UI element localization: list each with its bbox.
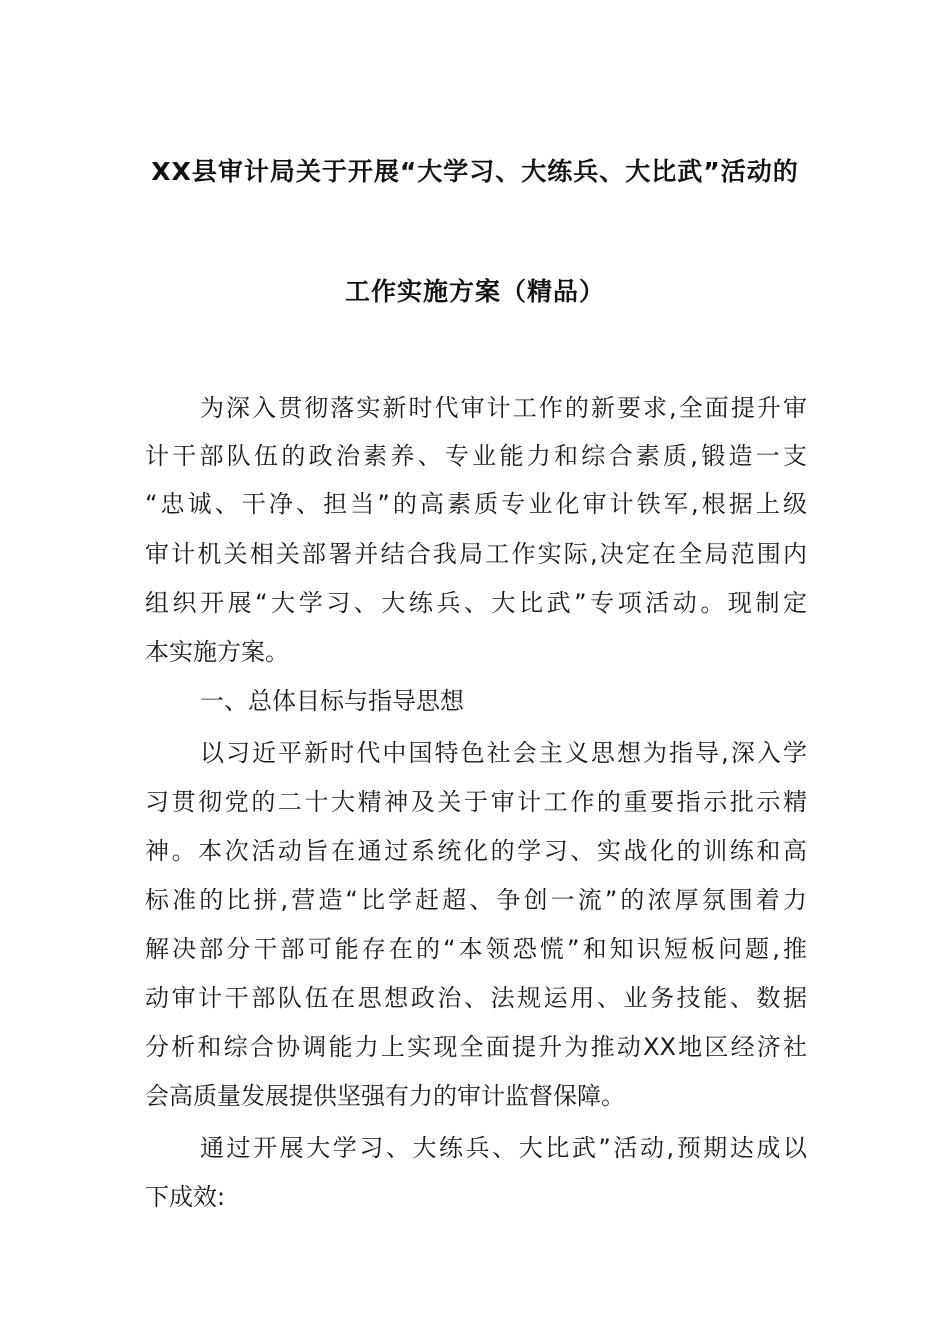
- paragraph-line: 本实施方案。: [145, 638, 289, 666]
- paragraph-line: 会高质量发展提供坚强有力的审计监督保障。: [145, 1082, 625, 1110]
- paragraph-line: 为深入贯彻落实新时代审计工作的新要求,全面提升审: [200, 394, 807, 422]
- paragraph-line: 计干部队伍的政治素养、专业能力和综合素质,锻造一支: [145, 442, 807, 470]
- paragraph-line: “忠诚、干净、担当”的高素质专业化审计铁军,根据上级: [145, 490, 807, 518]
- paragraph-line: 下成效:: [145, 1183, 226, 1211]
- paragraph-line: 分析和综合协调能力上实现全面提升为推动XX地区经济社: [145, 1033, 807, 1061]
- paragraph-line: 解决部分干部可能存在的“本领恐慌”和知识短板问题,推: [145, 935, 807, 963]
- section-1-heading: 一、总体目标与指导思想: [200, 687, 464, 715]
- document-title-line-2: 工作实施方案（精品）: [344, 277, 605, 306]
- paragraph-line: 审计机关相关部署并结合我局工作实际,决定在全局范围内: [145, 540, 807, 568]
- paragraph-line: 标准的比拼,营造“比学赶超、争创一流”的浓厚氛围着力: [145, 886, 807, 914]
- paragraph-line: 动审计干部队伍在思想政治、法规运用、业务技能、数据: [145, 984, 807, 1012]
- paragraph-line: 以习近平新时代中国特色社会主义思想为指导,深入学: [200, 739, 807, 767]
- paragraph-line: 组织开展“大学习、大练兵、大比武”专项活动。现制定: [145, 589, 807, 617]
- document-title-line-1: XX县审计局关于开展“大学习、大练兵、大比武”活动的: [151, 157, 799, 186]
- paragraph-line: 通过开展大学习、大练兵、大比武”活动,预期达成以: [200, 1134, 807, 1162]
- paragraph-line: 神。本次活动旨在通过系统化的学习、实战化的训练和高: [145, 837, 807, 865]
- paragraph-line: 习贯彻党的二十大精神及关于审计工作的重要指示批示精: [145, 788, 807, 816]
